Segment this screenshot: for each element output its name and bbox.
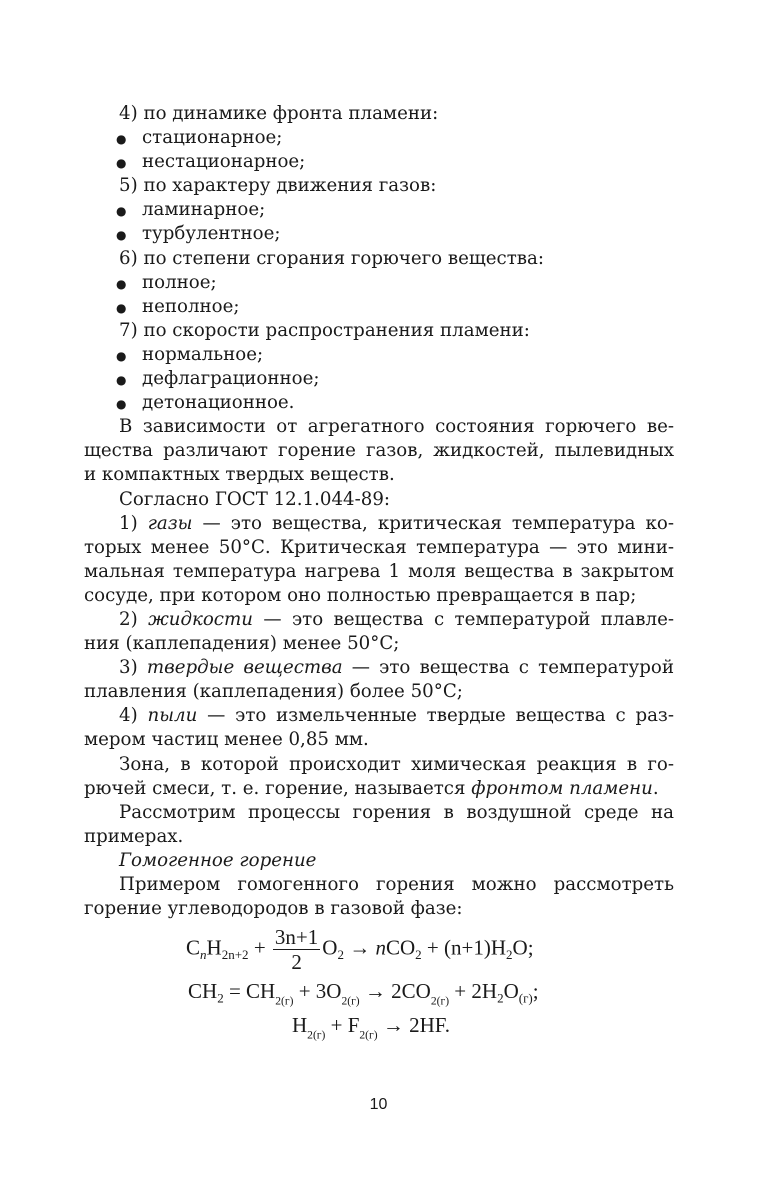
bullet-icon: ●	[116, 228, 127, 243]
definition-line: плавления (каплепадения) более 50°С;	[84, 681, 463, 703]
list-heading: 5) по характеру движения газов:	[119, 175, 437, 197]
bullet-item: ● дефлаграционное;	[116, 368, 320, 390]
paragraph-line: примерах.	[84, 825, 184, 847]
bullet-icon: ●	[116, 204, 127, 219]
bullet-item: ● ламинарное;	[116, 199, 266, 221]
definition-line: 2) жидкости — это вещества с температурой плавле-	[119, 608, 674, 630]
bullet-item: ● турбулентное;	[116, 223, 281, 245]
definition-line: ния (каплепадения) менее 50°С;	[84, 633, 400, 655]
definition-line: 1) газы — это вещества, критическая температура ко-	[119, 512, 674, 534]
term: фронтом пламени	[471, 777, 653, 799]
paragraph-line: В зависимости от агрегатного состояния горючего ве-	[119, 416, 674, 438]
bullet-item: ● неполное;	[116, 295, 240, 317]
definition-line: 3) твердые вещества — это вещества с температурой	[119, 657, 674, 679]
bullet-item: ● стационарное;	[116, 127, 283, 149]
definition-line: сосуде, при котором оно полностью превращается в пар;	[84, 584, 637, 606]
term: газы	[147, 512, 193, 534]
term: пыли	[147, 705, 198, 727]
bullet-item: ● полное;	[116, 271, 217, 293]
bullet-icon: ●	[116, 397, 127, 412]
equation-3: $H_{2(г)} + F_{2(г)} \to 2HF$.	[292, 1013, 451, 1042]
list-heading: 7) по скорости распространения пламени:	[119, 319, 530, 341]
bullet-icon: ●	[116, 156, 127, 171]
term: твердые вещества	[146, 657, 343, 679]
equation-2: $CH_2 = CH_{2(г)} + 3O_{2(г)} \to 2CO_{2(г)} + 2H_2O_{(г)}$;	[188, 979, 539, 1008]
bullet-icon: ●	[116, 300, 127, 315]
definition-line: 4) пыли — это измельченные твердые вещества с раз-	[119, 705, 674, 727]
body-text	[84, 102, 674, 921]
paragraph-line: щества различают горение газов, жидкостей, пылевидных	[84, 440, 674, 462]
bullet-icon: ●	[116, 348, 127, 363]
section-heading: Гомогенное горение	[119, 849, 317, 871]
definition-line: торых менее 50°С. Критическая температура — это мини-	[84, 536, 674, 558]
page-number: 10	[369, 1096, 388, 1113]
list-heading: 6) по степени сгорания горючего вещества:	[119, 247, 545, 269]
paragraph-line: рючей смеси, т. е. горение, называется фронтом пламени.	[84, 777, 659, 799]
paragraph-line: Рассмотрим процессы горения в воздушной среде на	[119, 801, 674, 823]
definition-line: мальная температура нагрева 1 моля вещества в закрытом	[84, 560, 674, 582]
equation-1: $C_nH_{2n+2}$ + $\frac{3n+1}{2}$ $O_2 \to nCO_2 + (n+1)H_2O$;	[186, 925, 534, 974]
list-heading: 4) по динамике фронта пламени:	[119, 103, 439, 124]
bullet-item: ● детонационное.	[116, 392, 295, 414]
bullet-icon: ●	[116, 373, 127, 388]
definition-line: мером частиц менее 0,85 мм.	[84, 729, 369, 751]
fraction: $\frac{3n+1}{2}$	[274, 925, 319, 974]
paragraph-line: горение углеводородов в газовой фазе:	[84, 898, 463, 920]
paragraph-line: Согласно ГОСТ 12.1.044-89:	[119, 488, 391, 510]
term: жидкости	[148, 608, 253, 630]
bullet-icon: ●	[116, 132, 127, 147]
bullet-icon: ●	[116, 276, 127, 291]
bullet-item: ● нестационарное;	[116, 151, 306, 173]
paragraph-line: Примером гомогенного горения можно рассмотреть	[119, 874, 674, 895]
paragraph-line: Зона, в которой происходит химическая реакция в го-	[119, 753, 674, 775]
bullet-item: ● нормальное;	[116, 343, 264, 365]
paragraph-line: и компактных твердых веществ.	[84, 464, 395, 486]
